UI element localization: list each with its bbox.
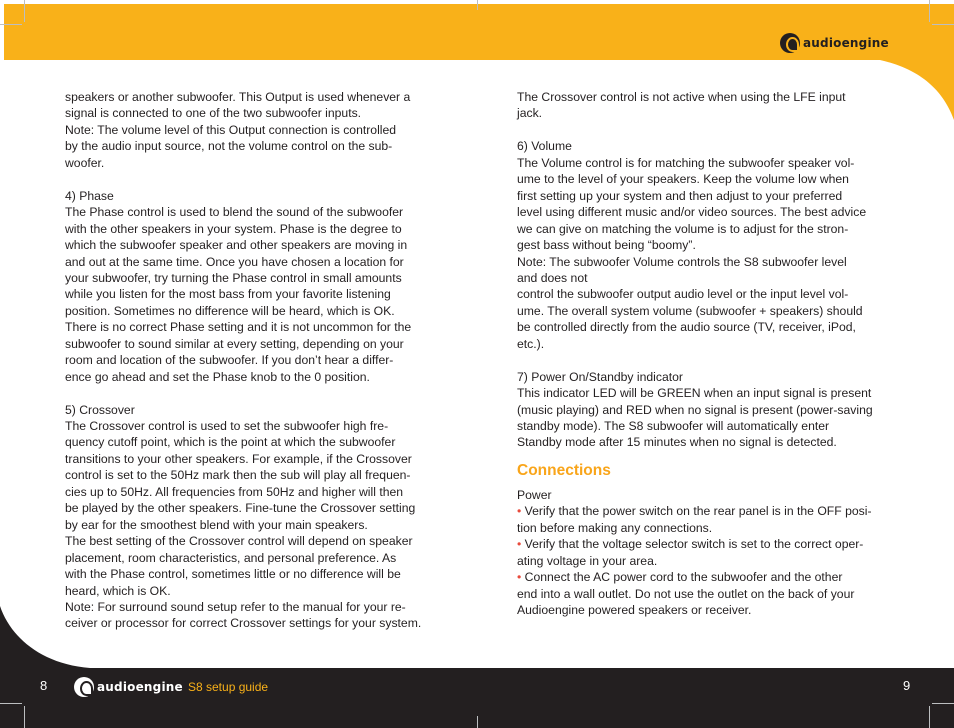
text-line: etc.). [517, 336, 545, 351]
crop-mark [24, 706, 25, 728]
footer-band [0, 606, 954, 728]
text-line: by the audio input source, not the volume control on the sub- [65, 139, 393, 154]
paragraph-gap [517, 352, 895, 368]
bullet-text: Audioengine powered speakers or receiver. [517, 603, 752, 618]
crop-mark [24, 0, 25, 22]
bullet-line [517, 586, 895, 602]
connections-heading: Connections [517, 461, 611, 479]
text-line: 4) Phase [65, 188, 114, 203]
text-line: position. Sometimes no difference will be heard, which is OK. [65, 303, 395, 318]
bullet-line [517, 569, 895, 585]
power-bullet-list [517, 503, 895, 618]
text-line: be played by the other speakers. Fine-tune the Crossover setting [65, 501, 416, 516]
crop-mark [932, 703, 954, 704]
left-column [65, 89, 440, 632]
header-logo [780, 33, 889, 53]
text-line: control is set to the 50Hz mark then the sub will play all frequen- [65, 468, 411, 483]
text-line: ence go ahead and set the Phase knob to the 0 position. [65, 369, 370, 384]
footer-guide-label: S8 setup guide [188, 680, 269, 694]
text-line: Note: For surround sound setup refer to the manual for your re- [65, 600, 406, 615]
text-line: heard, which is OK. [65, 583, 171, 598]
text-line: speakers or another subwoofer. This Output is used whenever a [65, 90, 411, 104]
bullet-text: Verify that the power switch on the rear panel is in the OFF posi- [524, 504, 872, 519]
page-number-right: 9 [903, 678, 911, 693]
footer-logo-wordmark: audioengine [97, 680, 183, 694]
bullet-line [517, 503, 895, 519]
text-line: by ear for the smoothest blend with your main speakers. [65, 517, 368, 532]
text-line: The Crossover control is not active when using the LFE input [517, 90, 846, 104]
power-subheading: Power [517, 487, 552, 502]
text-line: be controlled directly from the audio source (TV, receiver, iPod, [517, 320, 856, 335]
text-line: The Phase control is used to blend the sound of the subwoofer [65, 205, 404, 220]
text-line: and out at the same time. Once you have chosen a location for [65, 254, 404, 269]
text-line: standby mode). The S8 subwoofer will automatically enter [517, 419, 830, 434]
bullet-line [517, 553, 895, 569]
text-line: There is no correct Phase setting and it is not uncommon for the [65, 320, 412, 335]
text-line: we can give on matching the volume is to adjust for the stron- [517, 221, 849, 236]
text-line: room and location of the subwoofer. If you don’t hear a differ- [65, 353, 394, 368]
text-line: The Volume control is for matching the subwoofer speaker vol- [517, 155, 855, 170]
audioengine-logo-icon [780, 33, 800, 53]
bullet-text: end into a wall outlet. Do not use the outlet on the back of your [517, 586, 855, 601]
header-logo-wordmark: audioengine [803, 36, 889, 50]
text-line: cies up to 50Hz. All frequencies from 50Hz and higher will then [65, 484, 404, 499]
text-line: 6) Volume [517, 139, 572, 154]
bullet-line [517, 536, 895, 552]
text-line: 7) Power On/Standby indicator [517, 369, 683, 384]
text-line: ceiver or processor for correct Crossover settings for your system. [65, 616, 422, 631]
text-line: with the Phase control, sometimes little or no difference will be [65, 567, 401, 582]
text-line: transitions to your other speakers. For example, if the Crossover [65, 451, 412, 466]
text-line: signal is connected to one of the two subwoofer inputs. [65, 106, 362, 121]
bullet-icon: • [517, 537, 522, 552]
text-line: placement, room characteristics, and personal preference. As [65, 550, 397, 565]
right-column-body [517, 89, 895, 451]
text-line: (music playing) and RED when no signal is present (power-saving [517, 402, 873, 417]
bullet-text: tion before making any connections. [517, 520, 713, 535]
text-line: with the other speakers in your system. Phase is the degree to [65, 221, 402, 236]
bullet-item [517, 536, 895, 569]
text-line: Note: The subwoofer Volume controls the S8 subwoofer level [517, 254, 847, 269]
footer-logo [74, 677, 183, 697]
text-line: jack. [517, 106, 543, 121]
text-line: while you listen for the most bass from your favorite listening [65, 287, 391, 302]
bullet-item [517, 503, 895, 536]
text-line: level using different music and/or video sources. The best advice [517, 205, 867, 220]
text-line: which the subwoofer speaker and other speakers are moving in [65, 238, 408, 253]
text-line: and does not [517, 270, 588, 285]
text-line: ume. The overall system volume (subwoofer + speakers) should [517, 303, 863, 318]
crop-mark [932, 24, 954, 25]
crop-mark [477, 0, 478, 10]
paragraph-gap [65, 171, 440, 187]
text-line: Note: The volume level of this Output connection is controlled [65, 122, 397, 137]
audioengine-logo-icon [74, 677, 94, 697]
text-line: ume to the level of your speakers. Keep the volume low when [517, 172, 849, 187]
right-column [517, 89, 895, 619]
page-number-left: 8 [40, 678, 48, 693]
crop-mark [477, 716, 478, 728]
text-line: subwoofer to sound similar at every setting, depending on your [65, 336, 404, 351]
crop-mark [929, 0, 930, 22]
text-line: This indicator LED will be GREEN when an input signal is present [517, 386, 872, 401]
bullet-line [517, 520, 895, 536]
crop-mark [0, 24, 22, 25]
text-line: gest bass without being “boomy”. [517, 238, 696, 253]
text-line: quency cutoff point, which is the point at which the subwoofer [65, 435, 396, 450]
bullet-icon: • [517, 504, 522, 519]
bullet-text: Verify that the voltage selector switch is set to the correct oper- [524, 537, 864, 552]
text-line: Standby mode after 15 minutes when no signal is detected. [517, 435, 837, 450]
text-line: your subwoofer, try turning the Phase control in small amounts [65, 270, 402, 285]
text-line: The best setting of the Crossover control will depend on speaker [65, 534, 413, 549]
text-line: control the subwoofer output audio level or the input level vol- [517, 287, 849, 302]
paragraph-gap [65, 385, 440, 401]
paragraph-gap [517, 122, 895, 138]
text-line: woofer. [65, 155, 105, 170]
bullet-icon: • [517, 570, 522, 585]
bullet-text: ating voltage in your area. [517, 553, 658, 568]
crop-mark [0, 703, 22, 704]
bullet-text: Connect the AC power cord to the subwoofer and the other [524, 570, 843, 585]
text-line: 5) Crossover [65, 402, 135, 417]
text-line: The Crossover control is used to set the subwoofer high fre- [65, 419, 389, 434]
text-line: first setting up your system and then adjust to your preferred [517, 188, 843, 203]
crop-mark [929, 706, 930, 728]
